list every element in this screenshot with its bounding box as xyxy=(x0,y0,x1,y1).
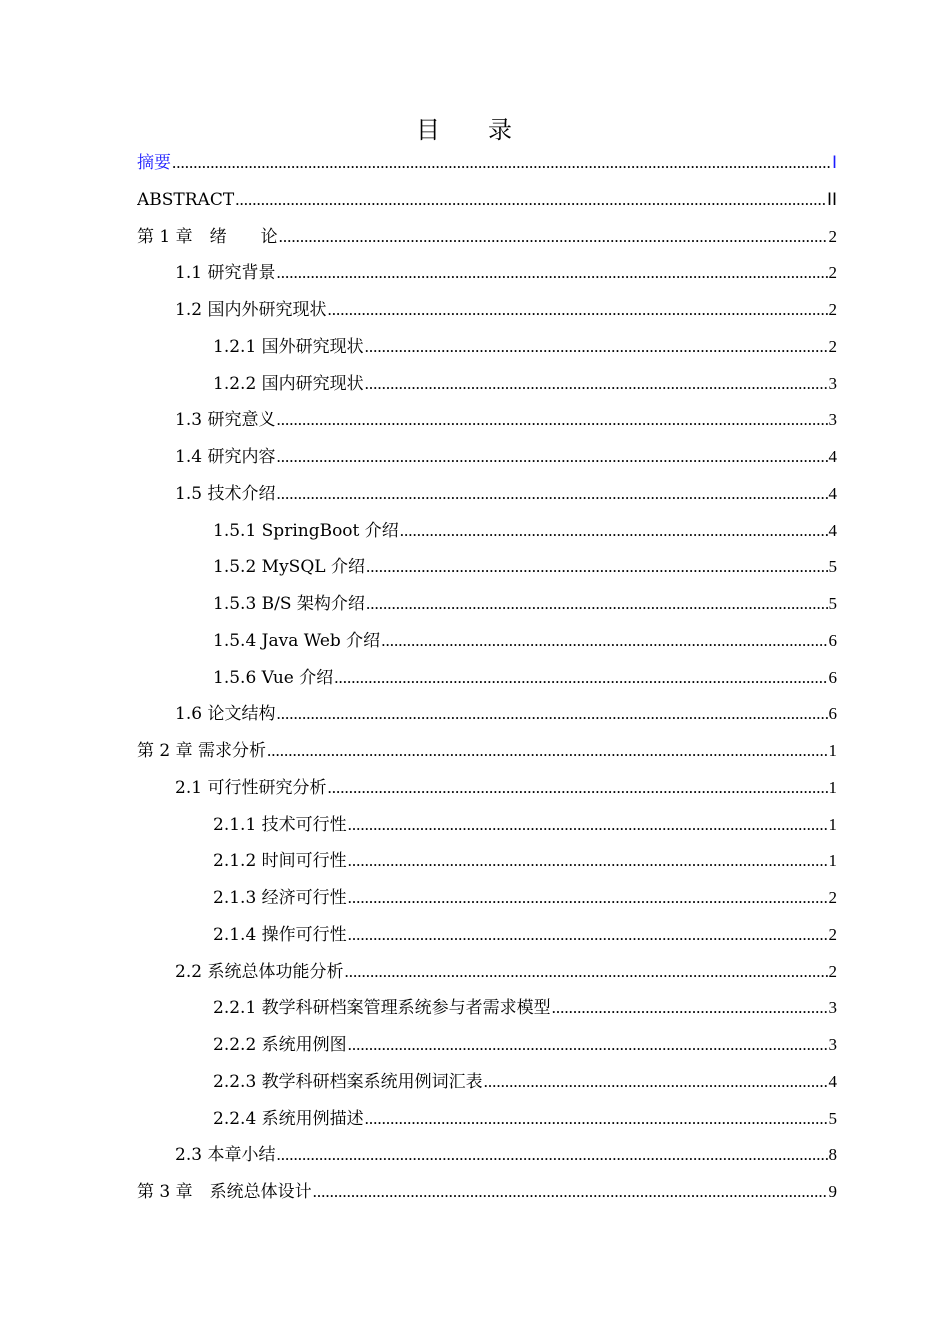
toc-entry[interactable] xyxy=(175,440,837,468)
toc-entry-label: 2.1.1 技术可行性 xyxy=(213,814,347,835)
toc-entry-label: 1.2.1 国外研究现状 xyxy=(213,336,364,357)
toc-leader-dots xyxy=(348,814,828,836)
toc-leader-dots xyxy=(334,667,827,689)
toc-entry-label: 2.1.4 操作可行性 xyxy=(213,924,347,945)
toc-leader-dots xyxy=(348,887,828,909)
toc-entry[interactable] xyxy=(175,477,837,505)
toc-entry-label: 1.5 技术介绍 xyxy=(175,483,276,504)
toc-entry[interactable] xyxy=(137,183,837,211)
toc-entry[interactable] xyxy=(175,955,837,983)
toc-entry-label: 摘要 xyxy=(137,153,171,173)
toc-entry-label: 2.1 可行性研究分析 xyxy=(175,777,327,798)
toc-entry-page: 3 xyxy=(828,998,837,1018)
toc-leader-dots xyxy=(348,850,828,872)
toc-entry[interactable] xyxy=(213,991,837,1019)
toc-entry-page: 5 xyxy=(828,1108,837,1128)
toc-leader-dots xyxy=(235,189,826,211)
toc-entry[interactable] xyxy=(213,808,837,836)
toc-entry-page: 2 xyxy=(828,888,837,907)
toc-leader-dots xyxy=(381,630,827,652)
toc-entry-label: 1.5.4 Java Web 介绍 xyxy=(213,630,381,651)
toc-entry[interactable] xyxy=(213,550,837,578)
toc-entry-label: 1.1 研究背景 xyxy=(175,263,276,284)
toc-entry[interactable] xyxy=(213,1065,837,1093)
toc-entry-page: 4 xyxy=(828,447,837,466)
toc-entry-label: 2.2.2 系统用例图 xyxy=(213,1035,347,1055)
toc-entry-page: II xyxy=(826,189,837,210)
toc-entry[interactable] xyxy=(175,293,837,321)
toc-entry-label: 1.4 研究内容 xyxy=(175,447,276,467)
toc-entry-page: 6 xyxy=(828,630,837,650)
toc-entry-page: 8 xyxy=(828,1145,837,1165)
toc-entry[interactable] xyxy=(213,367,837,395)
toc-entry-label: 2.2 系统总体功能分析 xyxy=(175,961,344,982)
toc-entry[interactable] xyxy=(175,403,837,431)
toc-entry-page: 3 xyxy=(828,373,837,393)
toc-leader-dots xyxy=(267,740,827,762)
toc-entry-label: 2.2.4 系统用例描述 xyxy=(213,1108,364,1129)
toc-entry[interactable] xyxy=(175,771,837,799)
toc-entry-page: 2 xyxy=(828,263,837,283)
toc-entry-page: 1 xyxy=(828,814,837,834)
toc-entry[interactable] xyxy=(213,330,837,358)
toc-leader-dots xyxy=(276,1144,827,1166)
toc-entry-page: 4 xyxy=(828,1071,837,1091)
toc-leader-dots xyxy=(365,373,828,395)
toc-entry-page: 3 xyxy=(828,1035,837,1054)
toc-entry-label: ABSTRACT xyxy=(137,189,235,210)
toc-entry[interactable] xyxy=(213,1028,837,1056)
toc-entry-label: 2.1.3 经济可行性 xyxy=(213,888,347,908)
toc-leader-dots xyxy=(552,997,828,1019)
toc-entry[interactable] xyxy=(213,918,837,946)
toc-entry-page: 4 xyxy=(828,483,837,503)
toc-leader-dots xyxy=(276,703,827,725)
toc-entry-label: 1.6 论文结构 xyxy=(175,704,276,725)
toc-entry-label: 2.2.3 教学科研档案系统用例词汇表 xyxy=(213,1071,483,1092)
toc-entry[interactable] xyxy=(213,881,837,909)
toc-entry[interactable] xyxy=(213,661,837,689)
toc-leader-dots xyxy=(400,520,828,542)
toc-entry[interactable] xyxy=(137,146,837,174)
toc-leader-dots xyxy=(484,1071,828,1093)
toc-entry-page: 2 xyxy=(828,226,837,246)
toc-entry-label: 1.3 研究意义 xyxy=(175,410,276,431)
toc-entry[interactable] xyxy=(213,844,837,872)
toc-entry[interactable] xyxy=(175,697,837,725)
toc-entry-page: 1 xyxy=(828,777,837,797)
toc-leader-dots xyxy=(366,593,828,615)
toc-leader-dots xyxy=(348,924,828,946)
toc-entry-label: 2.3 本章小结 xyxy=(175,1145,276,1166)
toc-entry[interactable] xyxy=(213,624,837,652)
toc-entry-page: 6 xyxy=(828,704,837,724)
toc-entry-page: 2 xyxy=(828,924,837,944)
toc-entry-page: 5 xyxy=(828,594,837,613)
toc-entry[interactable] xyxy=(137,1175,837,1203)
toc-entry-label: 2.1.2 时间可行性 xyxy=(213,851,347,872)
toc-entry-page: 6 xyxy=(828,667,837,687)
toc-leader-dots xyxy=(276,409,827,431)
toc-entry[interactable] xyxy=(137,734,837,762)
toc-entry-page: 2 xyxy=(828,961,837,981)
toc-entry-label: 第 1 章 绪 论 xyxy=(137,226,278,247)
toc-entry-page: 4 xyxy=(828,520,837,540)
toc-entry[interactable] xyxy=(213,514,837,542)
toc-leader-dots xyxy=(279,226,828,248)
toc-entry-label: 1.2.2 国内研究现状 xyxy=(213,373,364,394)
toc-entry-page: 1 xyxy=(828,851,837,871)
toc-entry-label: 第 3 章 系统总体设计 xyxy=(137,1182,312,1202)
toc-entry-label: 1.5.2 MySQL 介绍 xyxy=(213,557,365,578)
toc-leader-dots xyxy=(344,961,827,983)
toc-leader-dots xyxy=(276,483,827,505)
toc-entry-page: 2 xyxy=(828,336,837,356)
toc-leader-dots xyxy=(313,1181,828,1203)
toc-entry-label: 1.5.3 B/S 架构介绍 xyxy=(213,594,365,614)
toc-leader-dots xyxy=(348,1034,828,1056)
toc-entry[interactable] xyxy=(137,220,837,248)
toc-leader-dots xyxy=(365,336,828,358)
toc-entry[interactable] xyxy=(213,587,837,615)
toc-entry[interactable] xyxy=(175,1138,837,1166)
toc-entry[interactable] xyxy=(175,256,837,284)
toc-entry-page: 9 xyxy=(828,1182,837,1201)
toc-entry-label: 1.5.6 Vue 介绍 xyxy=(213,667,334,688)
toc-entry-label: 第 2 章 需求分析 xyxy=(137,741,267,761)
toc-entry-page: 5 xyxy=(828,557,837,577)
toc-entry-page: I xyxy=(831,153,837,173)
toc-entry-page: 3 xyxy=(828,410,837,430)
toc-leader-dots xyxy=(327,299,827,321)
toc-entry-page: 2 xyxy=(828,300,837,319)
toc-entry-page: 1 xyxy=(828,741,837,760)
toc-title: 目录 xyxy=(416,116,560,144)
toc-leader-dots xyxy=(327,777,827,799)
toc-entry-label: 1.5.1 SpringBoot 介绍 xyxy=(213,520,399,541)
toc-leader-dots xyxy=(366,556,828,578)
toc-leader-dots xyxy=(172,152,831,174)
toc-entry-label: 2.2.1 教学科研档案管理系统参与者需求模型 xyxy=(213,998,551,1019)
toc-entry[interactable] xyxy=(213,1102,837,1130)
toc-entry-label: 1.2 国内外研究现状 xyxy=(175,300,327,320)
toc-leader-dots xyxy=(276,446,827,468)
toc-leader-dots xyxy=(365,1108,828,1130)
toc-leader-dots xyxy=(276,262,827,284)
